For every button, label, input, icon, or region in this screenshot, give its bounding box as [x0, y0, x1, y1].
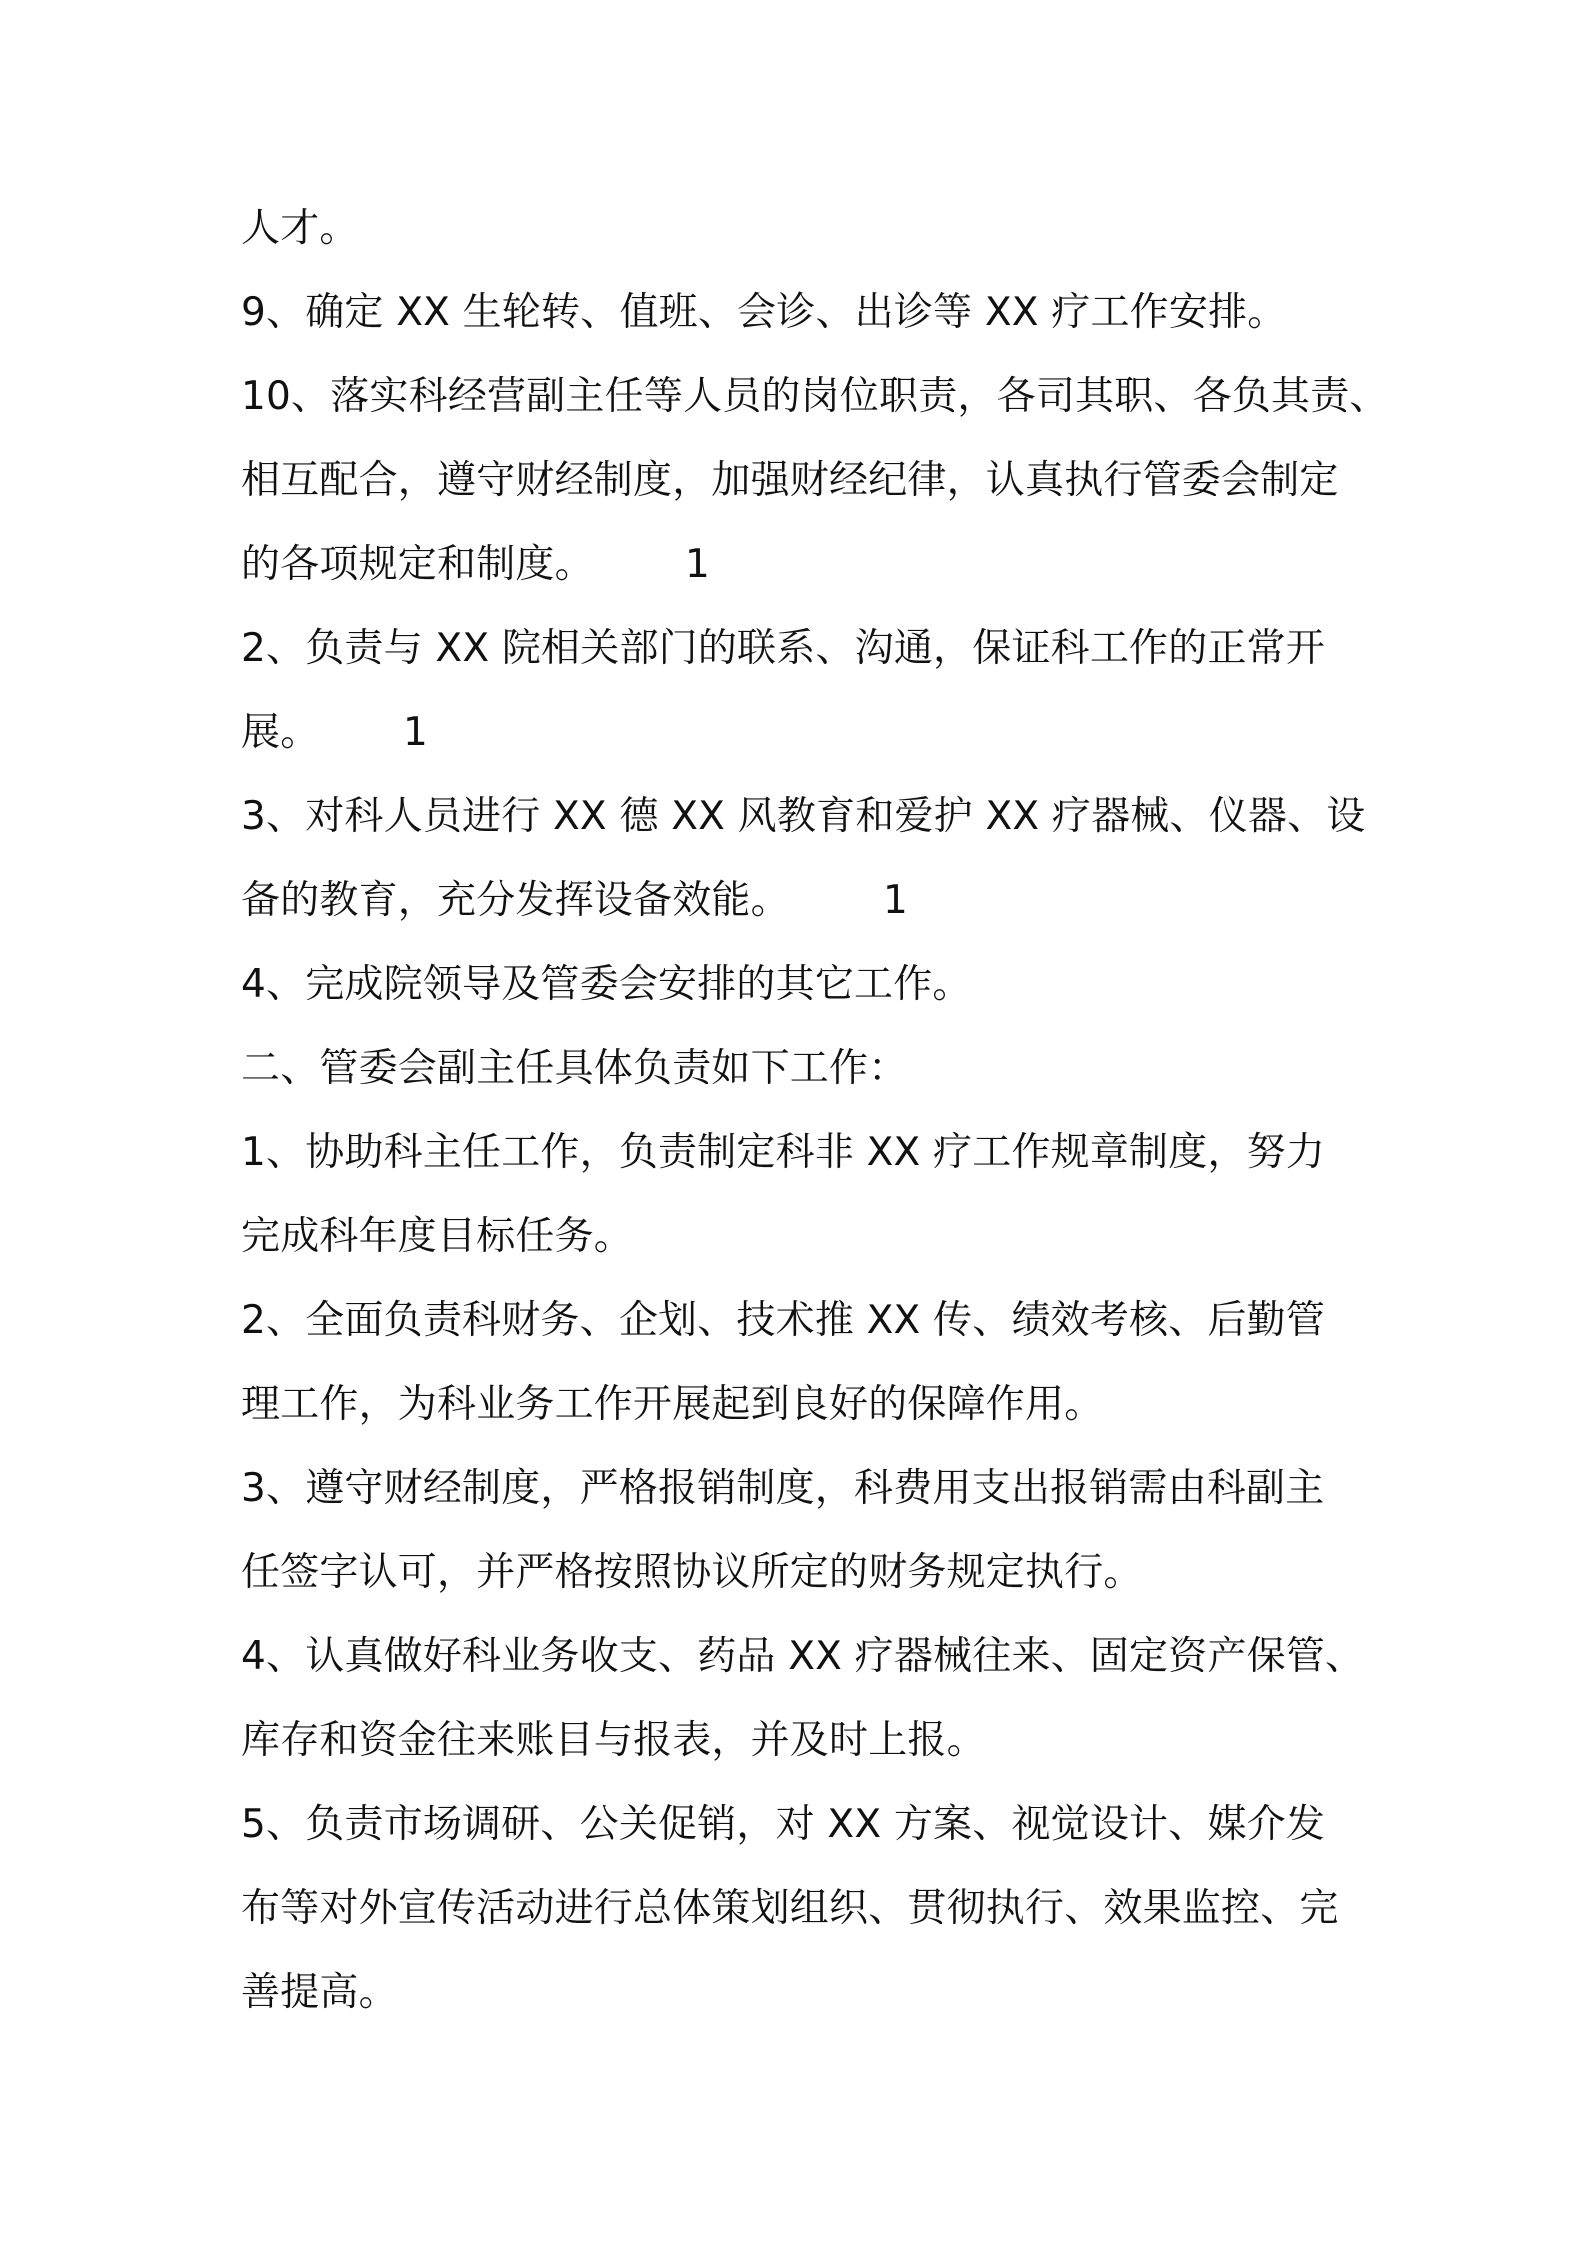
text-line: 3、遵守财经制度，严格报销制度，科费用支出报销需由科副主: [241, 1466, 1325, 1511]
text-line: 理工作，为科业务工作开展起到良好的保障作用。: [241, 1382, 1104, 1427]
text-line: 5、负责市场调研、公关促销，对 XX 方案、视觉设计、媒介发: [241, 1802, 1326, 1847]
section-heading: 二、管委会副主任具体负责如下工作：: [241, 1046, 908, 1091]
text-line: 10、落实科经营副主任等人员的岗位职责，各司其职、各负其责、: [241, 374, 1389, 419]
text-line: 人才。: [241, 206, 359, 251]
text-line: 备的教育，充分发挥设备效能。: [241, 878, 790, 923]
text-line: 的各项规定和制度。: [241, 542, 594, 587]
page-marker: 1: [403, 710, 428, 755]
text-line: 任签字认可，并严格按照协议所定的财务规定执行。: [241, 1550, 1143, 1595]
text-line: 展。: [241, 710, 320, 755]
text-line: 2、全面负责科财务、企划、技术推 XX 传、绩效考核、后勤管: [241, 1298, 1326, 1343]
text-line: 1、协助科主任工作，负责制定科非 XX 疗工作规章制度，努力: [241, 1130, 1326, 1175]
text-line: 2、负责与 XX 院相关部门的联系、沟通，保证科工作的正常开: [241, 626, 1326, 671]
text-line: 4、认真做好科业务收支、药品 XX 疗器械往来、固定资产保管、: [241, 1634, 1365, 1679]
text-line: 相互配合，遵守财经制度，加强财经纪律，认真执行管委会制定: [241, 458, 1339, 503]
text-line: 4、完成院领导及管委会安排的其它工作。: [241, 962, 972, 1007]
page-marker: 1: [883, 878, 908, 923]
text-line: 库存和资金往来账目与报表，并及时上报。: [241, 1718, 986, 1763]
text-line: 完成科年度目标任务。: [241, 1214, 634, 1259]
text-line: 善提高。: [241, 1970, 398, 2015]
page-marker: 1: [685, 542, 710, 587]
text-line: 布等对外宣传活动进行总体策划组织、贯彻执行、效果监控、完: [241, 1886, 1339, 1931]
text-line: 3、对科人员进行 XX 德 XX 风教育和爱护 XX 疗器械、仪器、设: [241, 794, 1366, 839]
text-line: 9、确定 XX 生轮转、值班、会诊、出诊等 XX 疗工作安排。: [241, 290, 1287, 335]
